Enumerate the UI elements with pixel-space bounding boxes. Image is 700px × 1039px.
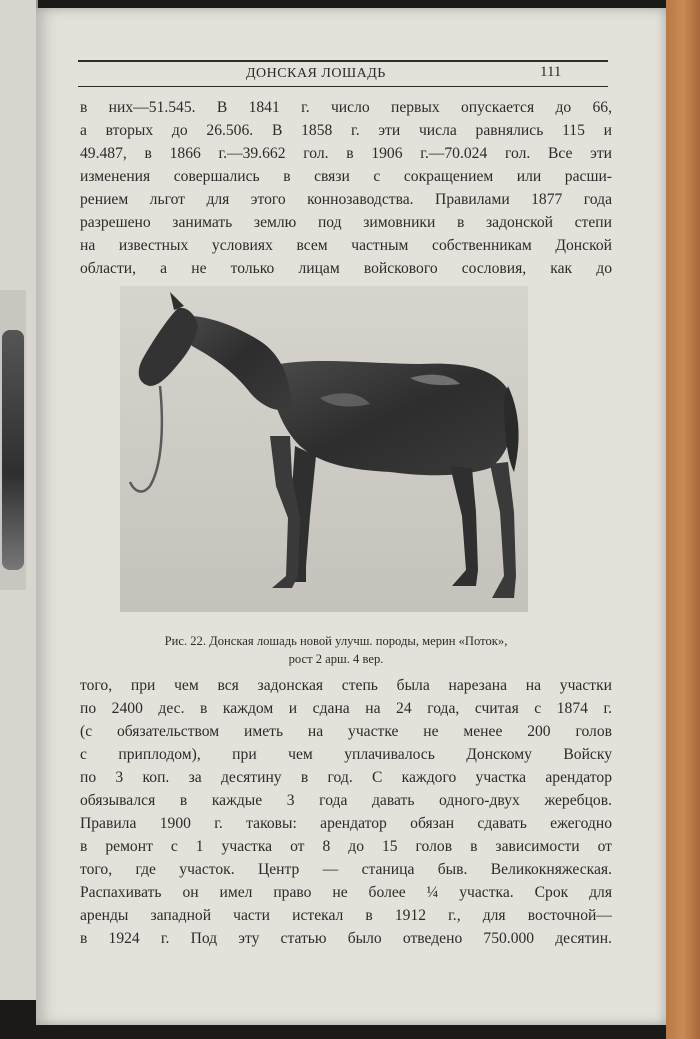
facing-page-photo-fragment xyxy=(0,290,26,590)
text-line: области, а не только лицам войскового сословия, как до xyxy=(80,260,612,277)
text-line: разрешено занимать землю под зимовники в задонской степи xyxy=(80,214,612,231)
horse-illustration xyxy=(120,286,528,612)
page-number: 111 xyxy=(540,64,562,80)
text-line: того, при чем вся задонская степь была нарезана на участки xyxy=(80,677,612,694)
header-rule-bottom xyxy=(78,86,608,87)
text-line: в 1924 г. Под эту статью было отведено 750.000 десятин. xyxy=(80,930,612,947)
text-line: по 2400 дес. в каждом и сдана на 24 года, считая с 1874 г. xyxy=(80,700,612,717)
text-line: на известных условиях всем частным собственникам Донской xyxy=(80,237,612,254)
text-line: Правила 1900 г. таковы: арендатор обязан сдавать ежегодно xyxy=(80,815,612,832)
text-line: в них—51.545. В 1841 г. число первых опускается до 66, xyxy=(80,99,612,116)
figure-caption-line-1: Рис. 22. Донская лошадь новой улучш. породы, мерин «Поток», xyxy=(164,634,508,648)
text-line: того, где участок. Центр — станица быв. Великокняжеская. xyxy=(80,861,612,878)
text-line: по 3 коп. за десятину в год. С каждого участка арендатор xyxy=(80,769,612,786)
figure-caption xyxy=(106,632,566,668)
text-line: 49.487, в 1866 г.—39.662 гол. в 1906 г.—70.024 гол. Все эти xyxy=(80,145,612,162)
text-line: обязывался в каждые 3 года давать одного-двух жеребцов. xyxy=(80,792,612,809)
paragraph-top xyxy=(80,96,612,280)
text-line: рением льгот для этого коннозаводства. Правилами 1877 года xyxy=(80,191,612,208)
text-line: изменения совершались в связи с сокращением или расши- xyxy=(80,168,612,185)
text-line: в ремонт с 1 участка от 8 до 15 голов в зависимости от xyxy=(80,838,612,855)
horse-photograph xyxy=(120,286,528,612)
paragraph-bottom xyxy=(80,674,612,950)
facing-page-edge xyxy=(0,0,38,1000)
text-line: а вторых до 26.506. В 1858 г. эти числа равнялись 115 и xyxy=(80,122,612,139)
text-line: Распахивать он имел право не более ¼ участка. Срок для xyxy=(80,884,612,901)
text-line: аренды западной части истекал в 1912 г., для восточной— xyxy=(80,907,612,924)
book-page xyxy=(36,8,666,1025)
figure-caption-line-2: рост 2 арш. 4 вер. xyxy=(288,652,384,666)
header-rule-top xyxy=(78,60,608,62)
text-line: с приплодом), при чем уплачивалось Донскому Войску xyxy=(80,746,612,763)
text-line: (с обязательством иметь на участке не менее 200 голов xyxy=(80,723,612,740)
book-cover-edge xyxy=(666,0,700,1039)
running-header: ДОНСКАЯ ЛОШАДЬ xyxy=(246,66,386,81)
